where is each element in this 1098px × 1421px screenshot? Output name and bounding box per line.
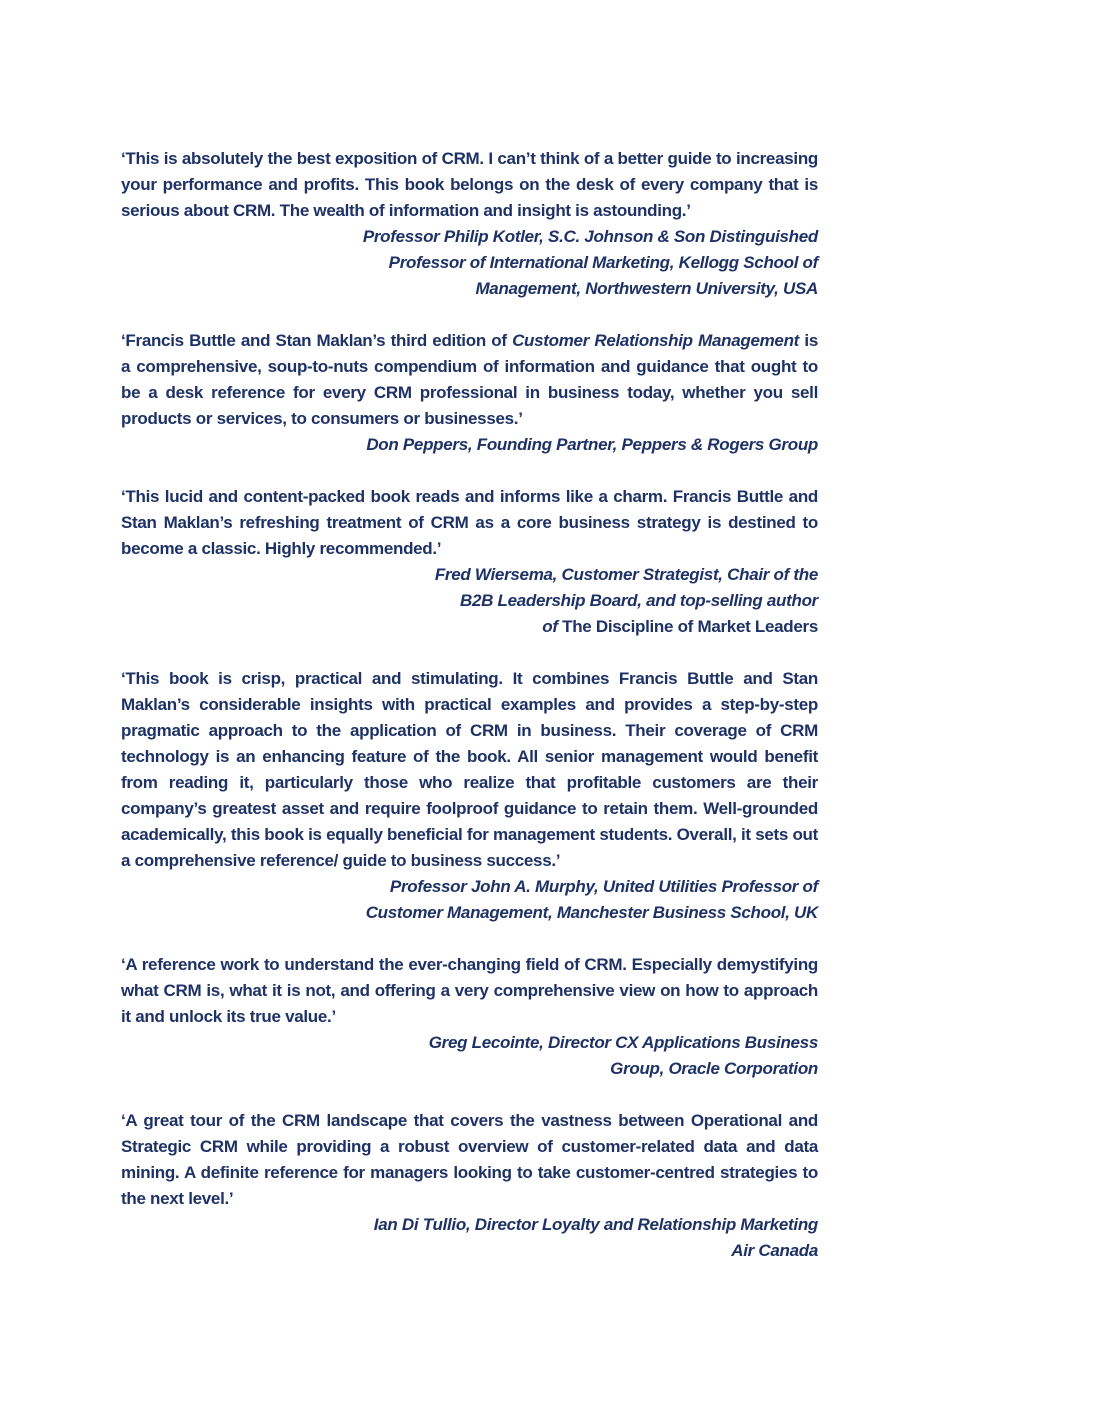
- endorsement-attribution: [121, 224, 818, 302]
- endorsement-wiersema: [121, 484, 818, 640]
- endorsement-quote: ‘This is absolutely the best exposition of CRM. I can’t think of a better guide to increasing your performance and profits. This book belongs on the desk of every company that is serious about CRM. The wealth of information and insight is astounding.’: [121, 149, 818, 220]
- attribution-line: Professor John A. Murphy, United Utilities Professor of: [389, 877, 818, 896]
- endorsements-page: [121, 146, 818, 1290]
- endorsement-attribution: [121, 874, 818, 926]
- endorsement-peppers: [121, 328, 818, 458]
- attribution-line: [121, 614, 818, 640]
- endorsement-quote: ‘This lucid and content-packed book reads and informs like a charm. Francis Buttle and Stan Maklan’s refreshing treatment of CRM as a core business strategy is destined to become a classic. Highly recommended.’: [121, 487, 818, 558]
- endorsement-attribution: [121, 1030, 818, 1082]
- attribution-line: Don Peppers, Founding Partner, Peppers & Rogers Group: [366, 435, 818, 454]
- attribution-line: Customer Management, Manchester Business School, UK: [365, 903, 818, 922]
- attribution-line: Fred Wiersema, Customer Strategist, Chair of the: [434, 565, 818, 584]
- attribution-line: Greg Lecointe, Director CX Applications Business: [428, 1033, 818, 1052]
- attribution-line: B2B Leadership Board, and top-selling author: [459, 591, 818, 610]
- endorsement-quote: ‘A great tour of the CRM landscape that covers the vastness between Operational and Strategic CRM while providing a robust overview of customer-related data and data mining. A definite reference for managers looking to take customer-centred strategies to the next level.’: [121, 1111, 818, 1208]
- endorsement-kotler: [121, 146, 818, 302]
- attribution-text: of: [542, 617, 563, 636]
- endorsement-attribution: [121, 1212, 818, 1264]
- endorsement-quote: ‘A reference work to understand the ever-changing field of CRM. Especially demystifying what CRM is, what it is not, and offering a very comprehensive view on how to approach it and unlock its true value.’: [121, 955, 818, 1026]
- attribution-line: Management, Northwestern University, USA: [475, 279, 818, 298]
- endorsement-quote: [121, 328, 818, 432]
- attribution-line: Ian Di Tullio, Director Loyalty and Relationship Marketing: [373, 1215, 818, 1234]
- attribution-line: Group, Oracle Corporation: [610, 1059, 818, 1078]
- endorsement-attribution: [121, 432, 818, 458]
- book-title: Customer Relationship Management: [512, 331, 800, 350]
- attribution-line: Professor Philip Kotler, S.C. Johnson & Son Distinguished: [362, 227, 818, 246]
- endorsement-lecointe: [121, 952, 818, 1082]
- endorsement-quote: ‘This book is crisp, practical and stimulating. It combines Francis Buttle and Stan Maklan’s considerable insights with practical examples and provides a step-by-step pragmatic approach to the application of CRM in business. Their coverage of CRM technology is an enhancing feature of the book. All senior management would benefit from reading it, particularly those who realize that profitable customers are their company’s greatest asset and require foolproof guidance to retain them. Well-grounded academically, this book is equally beneficial for management students. Overall, it sets out a comprehensive reference/ guide to business success.’: [121, 669, 818, 870]
- attribution-line: Professor of International Marketing, Kellogg School of: [388, 253, 818, 272]
- attribution-line: Air Canada: [731, 1241, 818, 1260]
- endorsement-murphy: [121, 666, 818, 926]
- endorsement-attribution: [121, 562, 818, 640]
- endorsement-di-tullio: [121, 1108, 818, 1264]
- book-title: The Discipline of Market Leaders: [562, 617, 818, 636]
- quote-text: ‘Francis Buttle and Stan Maklan’s third edition of: [121, 331, 513, 350]
- quote-text: is a comprehensive, soup-to-nuts compendium of information and guidance that ought to be a desk reference for every CRM professional in business today, whether you sell products or services, to consumers or businesses.’: [121, 331, 818, 428]
